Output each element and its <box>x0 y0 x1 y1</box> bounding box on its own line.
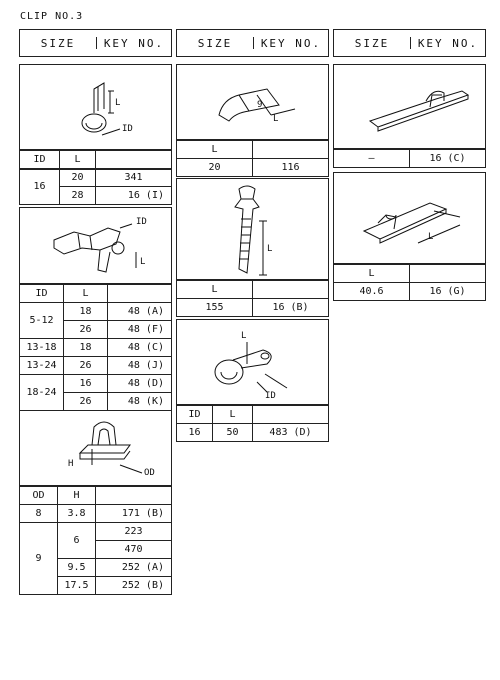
key-cell: 16 (C) <box>410 150 486 168</box>
id-cell: 16 <box>20 169 60 205</box>
id-cell: 5-12 <box>20 303 64 339</box>
column-header-1 <box>19 29 172 57</box>
size-header: SIZE <box>197 36 233 50</box>
l-col-header: L <box>177 141 253 159</box>
key-cell: 223 <box>96 523 172 541</box>
l-cell: 28 <box>60 187 96 205</box>
p-clip-drawing <box>20 65 173 151</box>
id-cell: 18-24 <box>20 375 64 411</box>
table-header-row <box>177 406 329 424</box>
clip-3-table <box>19 486 172 595</box>
clip-8-drawing-panel <box>333 172 486 264</box>
table-row <box>20 523 172 541</box>
clip-8-table <box>333 264 486 301</box>
table-row <box>20 375 172 393</box>
l-cell: 18 <box>64 303 108 321</box>
l-cell: 155 <box>177 299 253 317</box>
dim-l-label: L <box>428 232 434 242</box>
dim-id-label: ID <box>122 124 133 134</box>
dim-l-label: L <box>140 257 146 267</box>
key-no-header: KEY NO. <box>417 36 479 50</box>
key-cell: 470 <box>96 541 172 559</box>
table-row <box>334 150 486 168</box>
od-cell: 9 <box>20 523 58 595</box>
document-title: CLIP NO.3 <box>20 11 84 22</box>
dim-l-label: L <box>241 331 247 341</box>
clip-3-drawing-panel <box>19 410 172 486</box>
key-cell: 171 (B) <box>96 505 172 523</box>
size-header: SIZE <box>40 36 76 50</box>
table-header-row <box>177 141 329 159</box>
dim-angle-label: 9 <box>257 100 263 110</box>
size-header: SIZE <box>354 36 390 50</box>
key-col-header <box>96 487 172 505</box>
h-col-header: H <box>58 487 96 505</box>
dim-id-label: ID <box>265 391 276 401</box>
key-no-header: KEY NO. <box>103 36 165 50</box>
table-row <box>177 159 329 177</box>
key-cell: 48 (F) <box>108 321 172 339</box>
key-col-header <box>96 151 172 169</box>
grommet-clip-drawing <box>20 411 173 487</box>
id-col-header: ID <box>177 406 213 424</box>
cable-clamp-drawing <box>177 320 330 406</box>
key-cell: 48 (A) <box>108 303 172 321</box>
l-cell: 40.6 <box>334 283 410 301</box>
table-row <box>20 303 172 321</box>
clip-2-drawing-panel <box>19 207 172 284</box>
clip-6-table <box>176 405 329 442</box>
l-cell: 26 <box>64 321 108 339</box>
h-cell: 9.5 <box>58 559 96 577</box>
clip-5-drawing-panel <box>176 178 329 280</box>
l-col-header: L <box>60 151 96 169</box>
table-header-row <box>20 487 172 505</box>
clip-2-table <box>19 284 172 411</box>
key-col-header <box>108 285 172 303</box>
id-cell: 13-18 <box>20 339 64 357</box>
l-cell: 26 <box>64 393 108 411</box>
l-cell: 50 <box>213 424 253 442</box>
bent-clip-drawing <box>177 65 330 141</box>
id-cell: 13-24 <box>20 357 64 375</box>
dim-l-label: L <box>273 114 279 124</box>
fir-tree-clip-drawing <box>177 179 330 281</box>
clip-1-table <box>19 150 172 205</box>
l-cell: 16 <box>64 375 108 393</box>
key-no-header: KEY NO. <box>260 36 322 50</box>
l-col-header: L <box>334 265 410 283</box>
clip-7-table <box>333 149 486 168</box>
branch-clip-drawing <box>20 208 173 285</box>
table-row <box>177 299 329 317</box>
h-cell: 6 <box>58 523 96 559</box>
l-cell: 18 <box>64 339 108 357</box>
clip-5-table <box>176 280 329 317</box>
key-cell: 48 (J) <box>108 357 172 375</box>
l-col-header: L <box>177 281 253 299</box>
dim-l-label: L <box>267 244 273 254</box>
column-header-2 <box>176 29 329 57</box>
clip-6-drawing-panel <box>176 319 329 405</box>
table-row <box>20 357 172 375</box>
dim-h-label: H <box>68 459 74 469</box>
key-col-header <box>253 141 329 159</box>
od-col-header: OD <box>20 487 58 505</box>
table-header-row <box>177 281 329 299</box>
l-cell: 20 <box>177 159 253 177</box>
table-row <box>20 505 172 523</box>
key-cell: 16 (I) <box>96 187 172 205</box>
key-col-header <box>410 265 486 283</box>
clip-4-drawing-panel <box>176 64 329 140</box>
key-cell: 16 (B) <box>253 299 329 317</box>
key-cell: 341 <box>96 169 172 187</box>
table-row <box>20 339 172 357</box>
table-header-row <box>20 151 172 169</box>
table-header-row <box>334 265 486 283</box>
key-cell: 48 (K) <box>108 393 172 411</box>
key-cell: 48 (C) <box>108 339 172 357</box>
od-cell: 8 <box>20 505 58 523</box>
l-cell: 20 <box>60 169 96 187</box>
key-cell: 252 (A) <box>96 559 172 577</box>
rail-clip-drawing <box>334 173 487 265</box>
id-col-header: ID <box>20 151 60 169</box>
dim-id-label: ID <box>136 217 147 227</box>
table-header-row <box>20 285 172 303</box>
key-cell: 48 (D) <box>108 375 172 393</box>
size-cell: — <box>334 150 410 168</box>
key-cell: 116 <box>253 159 329 177</box>
clip-7-drawing-panel <box>333 64 486 149</box>
key-col-header <box>253 406 329 424</box>
id-col-header: ID <box>20 285 64 303</box>
dim-l-label: L <box>115 98 121 108</box>
clip-4-table <box>176 140 329 177</box>
key-col-header <box>253 281 329 299</box>
band-clip-drawing <box>334 65 487 150</box>
id-cell: 16 <box>177 424 213 442</box>
table-row <box>20 169 172 187</box>
key-cell: 483 (D) <box>253 424 329 442</box>
h-cell: 17.5 <box>58 577 96 595</box>
clip-1-drawing-panel <box>19 64 172 150</box>
dim-od-label: OD <box>144 468 155 478</box>
l-col-header: L <box>64 285 108 303</box>
key-cell: 16 (G) <box>410 283 486 301</box>
table-row <box>334 283 486 301</box>
column-header-3 <box>333 29 486 57</box>
h-cell: 3.8 <box>58 505 96 523</box>
table-row <box>177 424 329 442</box>
l-cell: 26 <box>64 357 108 375</box>
l-col-header: L <box>213 406 253 424</box>
key-cell: 252 (B) <box>96 577 172 595</box>
